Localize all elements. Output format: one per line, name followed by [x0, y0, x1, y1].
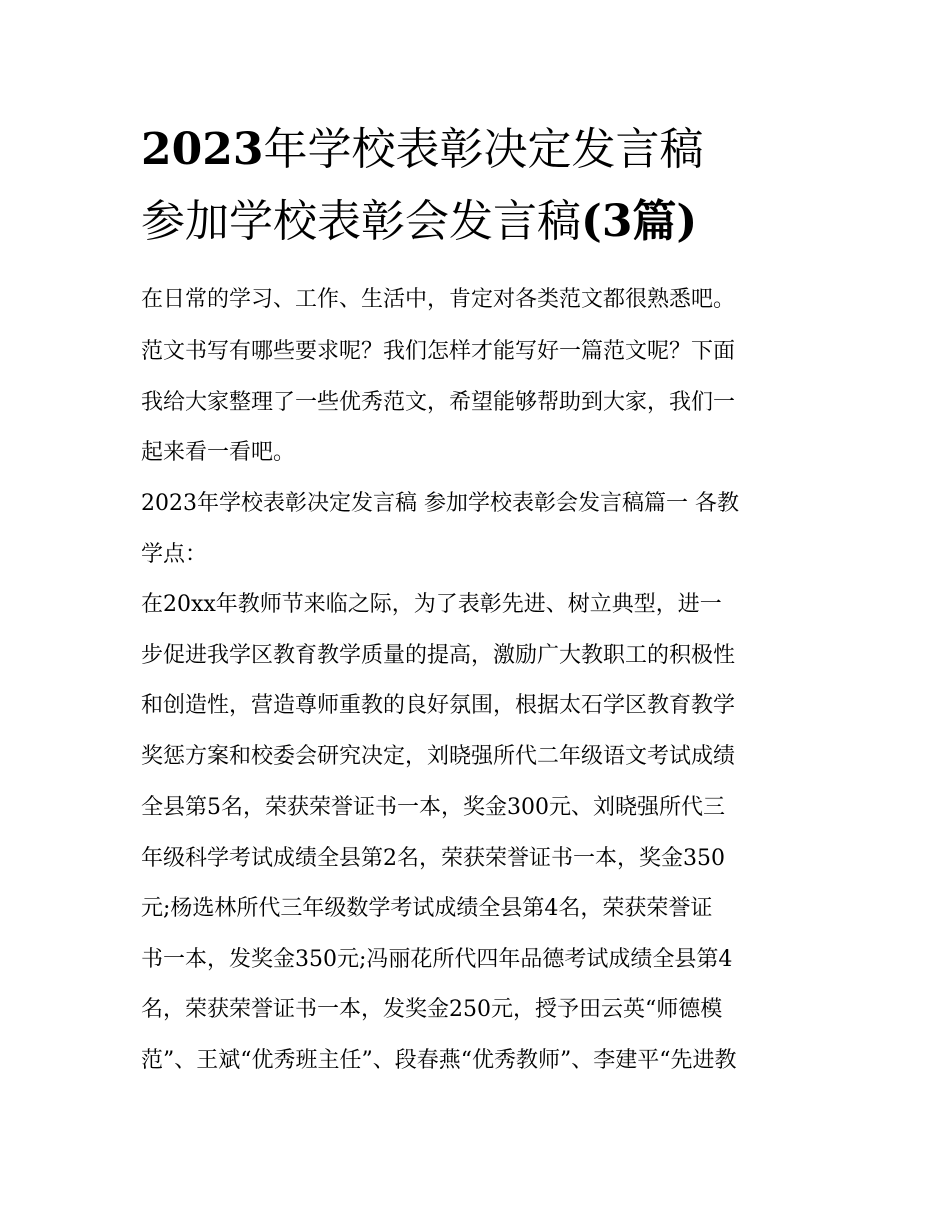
document-title-line-1	[141, 124, 704, 175]
body-line: 范”、王斌“优秀班主任”、段春燕“优秀教师”、李建平“先进教	[141, 1048, 737, 1073]
body-line: 起来看一看吧。	[141, 440, 296, 465]
title-line-2-suffix: (3篇)	[581, 196, 698, 247]
body-line: 在日常的学习、工作、生活中，肯定对各类范文都很熟悉吧。	[141, 287, 736, 312]
title-line-1-text: 年学校表彰决定发言稿	[263, 124, 704, 175]
body-line: 步促进我学区教育教学质量的提高，激励广大教职工的积极性	[141, 643, 736, 668]
title-year: 2023	[141, 124, 264, 175]
body-line: 元;杨选林所代三年级数学考试成绩全县第4名，荣获荣誉证	[141, 896, 713, 921]
document-title-line-2	[141, 196, 698, 247]
body-line: 名，荣获荣誉证书一本，发奖金250元，授予田云英“师德模	[141, 997, 723, 1022]
body-line: 书一本，发奖金350元;冯丽花所代四年品德考试成绩全县第4	[141, 947, 733, 972]
body-line: 年级科学考试成绩全县第2名，荣获荣誉证书一本，奖金350	[141, 846, 725, 871]
body-line: 全县第5名，荣获荣誉证书一本，奖金300元、刘晓强所代三	[141, 795, 725, 820]
body-line: 和创造性，营造尊师重教的良好氛围，根据太石学区教育教学	[141, 693, 736, 718]
body-line: 在20xx年教师节来临之际，为了表彰先进、树立典型，进一	[141, 592, 722, 617]
title-line-2-text: 参加学校表彰会发言稿	[141, 196, 581, 247]
body-line: 我给大家整理了一些优秀范文，希望能够帮助到大家，我们一	[141, 390, 736, 415]
body-line: 范文书写有哪些要求呢？我们怎样才能写好一篇范文呢？下面	[141, 339, 736, 364]
body-line: 学点：	[141, 542, 208, 567]
body-line: 奖惩方案和校委会研究决定，刘晓强所代二年级语文考试成绩	[141, 744, 736, 769]
body-line: 2023年学校表彰决定发言稿 参加学校表彰会发言稿篇一 各教	[141, 491, 739, 516]
